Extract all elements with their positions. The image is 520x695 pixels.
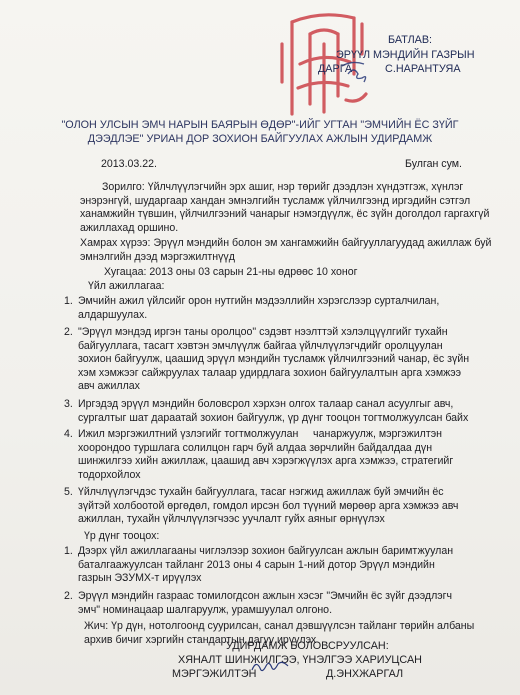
task-line: шинжилгээ хийн ажиллаж, цаашид авч хэрэгжүүлэх арга хэмжээ, стратегийг [78, 455, 454, 468]
result-line: баталгаажуулсан тайланг 2013 оны 4 сарын 1-ний дотор Эрүүл мэндийн [78, 558, 435, 571]
task-line: байгууллага, тасагт хэвтэн эмчлүүлж байгаа үйлчлүүлэгчдийг оролцуулан [78, 339, 443, 352]
tasks-label: Үйл ажиллагаа: [88, 280, 165, 292]
goal-paragraph [80, 181, 489, 235]
result-line: Дээрх үйл ажиллагааны чиглэлээр зохион байгуулсан ажлын баримтжуулан [78, 545, 454, 557]
note-line: Жич: Үр дүн, нотолгоонд суурилсан, санал дэвшүүлсэн тайланг төрийн албаны [84, 620, 475, 632]
document-date: 2013.03.22. [101, 158, 157, 170]
task-item [64, 428, 454, 482]
result-line: Эрүүл мэндийн газраас томилогдсон ажлын хэсэг "Эмчийн ёс зүйг дээдлэгч [78, 590, 453, 602]
task-item [64, 398, 469, 425]
goal-line: ажиллахад оршино. [80, 221, 179, 234]
task-line: тодорхойлох [78, 468, 141, 481]
signature-department: ХЯНАЛТ ШИНЖИЛГЭЭ, ҮНЭЛГЭЭ ХАРИУЦСАН [178, 654, 422, 666]
approval-block [318, 33, 475, 77]
task-line: Эмчийн ажил үйлсийг орон нутгийн мэдээллийн хэрэгслээр сурталчилан, [78, 295, 440, 307]
task-number: 3. [64, 398, 73, 410]
goal-line: Зорилго: Үйлчлүүлэгчийн эрх ашиг, нэр төрийг дээдлэн хүндэтгэж, хүнлэг [102, 181, 464, 193]
result-line: газрын ЭЗУМХ-т ирүүлэх [78, 572, 202, 585]
document-title [40, 118, 480, 146]
result-number: 1. [64, 545, 73, 557]
document-place: Булган сум. [405, 158, 462, 170]
signature-heading: УДИРДАМЖ БОЛОВСРУУЛСАН: [226, 640, 389, 652]
approval-organization: ЭРҮҮЛ МЭНДИЙН ГАЗРЫН [336, 48, 475, 61]
task-line: зүйтэй холбоотой өргөдөл, гомдол ирсэн бол түүний мөрөөр арга хэмжээ авч [78, 499, 459, 512]
task-number: 5. [64, 486, 73, 498]
scope-paragraph [80, 237, 491, 264]
result-item [64, 590, 453, 617]
results-label: Үр дүнг тооцох: [84, 530, 160, 542]
task-line: ажиллан, тухайн үйлчлүүлэгчээс уучлалт гуйх аяныг өрнүүлэх [78, 513, 385, 526]
duration-line: Хугацаа: 2013 оны 03 сарын 21-ны өдрөөс 10 хоног [104, 266, 358, 278]
scope-line: эмнэлгийн дээд мэргэжилтнүүд [80, 250, 235, 263]
task-item [64, 486, 459, 527]
approval-director: ДАРГА С.НАРАНТУЯА [318, 63, 461, 75]
note-line: архив бичиг хэргийн стандартын дагуу ирүүлэх [84, 633, 317, 646]
task-line: хоорондоо туршлага солилцон гарч буй алдаа зөрчлийн байдалдаа дүн [78, 441, 433, 454]
result-number: 2. [64, 590, 73, 602]
signature-position: МЭРГЭЖИЛТЭН [172, 668, 257, 680]
title-line-2: ДЭЭДЛЭЕ" УРИАН ДОР ЗОХИОН БАЙГУУЛАХ АЖЛЫН УДИРДАМЖ [87, 133, 433, 145]
goal-line: ханамжийн түвшин, үйлчилгээний чанарыг нэмэгдүүлж, ёс зүйн доголдол гаргахгүй [80, 208, 490, 221]
task-number: 4. [64, 428, 73, 440]
task-line: Иргэдэд эрүүл мэндийн боловсрол хэрхэн олгох талаар санал асуулгыг авч, [78, 398, 454, 410]
task-line: хэм хэмжээг сайжруулах талаар удирдлага зохион байгуулалтын арга хэмжээ [78, 366, 462, 379]
goal-line: энэрэнгүй, шударгаар хандан эмнэлгийн тусламж үйлчилгээнд иргэдийн сэтгэл [80, 194, 471, 207]
scope-line: Хамрах хүрээ: Эрүүл мэндийн болон эм хангамжийн байгууллагуудад ажиллаж буй [80, 237, 492, 249]
task-line: алдаршуулах. [78, 308, 148, 321]
title-line-1: "ОЛОН УЛСЫН ЭМЧ НАРЫН БАЯРЫН ӨДӨР"-ИЙГ УГТАН "ЭМЧИЙН ЁС ЗҮЙГ [61, 119, 459, 131]
task-line: Ижил мэргэжилтний үзлэгийг тогтмолжуулан чанаржуулж, мэргэжилтэн [78, 428, 442, 440]
task-line: зохион байгуулж, цаашид эрүүл мэндийн тусламж үйлчилгээний чанар, ёс зүйн [78, 353, 470, 366]
task-item [64, 326, 470, 394]
task-item [64, 295, 440, 322]
result-item [64, 545, 454, 586]
signature-name: Д.ЭНХЖАРГАЛ [326, 668, 404, 680]
approval-heading: БАТЛАВ: [388, 34, 433, 46]
task-number: 2. [64, 326, 73, 338]
task-number: 1. [64, 295, 73, 307]
result-line: эмч" номинацаар шалгаруулж, урамшуулал олгоно. [78, 603, 333, 616]
task-line: сургалтыг шат дараатай зохион байгуулж, үр дүнг тооцон тогтмолжуулсан байх [78, 411, 469, 424]
handwritten-signature-icon [250, 658, 290, 676]
task-line: авч ажиллах [78, 380, 140, 393]
task-line: "Эрүүл мэндэд иргэн таны оролцоо" сэдэвт нээлттэй хэлэлцүүлгийг тухайн [78, 326, 448, 338]
task-line: Үйлчлүүлэгчдэс тухайн байгууллага, тасаг нэгжид ажиллаж буй эмчийн ёс [78, 486, 444, 498]
